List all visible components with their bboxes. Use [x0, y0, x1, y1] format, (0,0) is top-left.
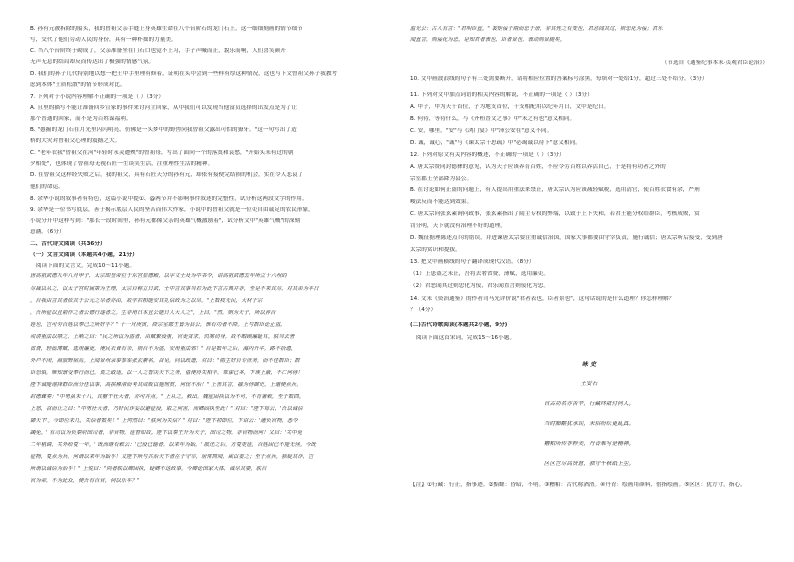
right-line-9: 12. 下列对原文有关内容的概述，不正确的一项是（ ）（3分） — [410, 152, 565, 158]
poem-note: 【注】①行藏：行止，指事迹。②黯黮：昏暗，不明。③糟粕：古代称酒渣。④丹青：绘画用颜料，借指绘画。⑤区区：犹方寸，指心。 — [410, 482, 746, 488]
right-line-18: 13. 把文中画横线的句子翻译成现代汉语。（8分） — [410, 259, 535, 265]
left-line-21: 阅读下面的文言文，完成10～11小题。 — [36, 263, 136, 269]
left-line-22: 唐高祖武德九年八月甲子，太宗即皇帝位于东宫显德殿，以宇文士及为中书令，诏高祖武德五年所立十六州的 — [30, 273, 287, 279]
left-line-35: 蠲免。' 有司以为负秦府国司者，非官物，征督如故。陛下以秦王升为天子，国司之物，非官物而何！又曰：'关中免 — [30, 430, 303, 436]
left-line-14: 他们的命运。 — [30, 184, 64, 190]
left-line-25: ，吾所征以且前作之者公德行遂者之。生非用日本且公能日人大人之"，上曰，"然，朝为天子，所以养百 — [30, 310, 276, 316]
right-line-4: 11. 下列对文中加点词语的相关内容的解说，不正确的一项是（ ）（3分） — [410, 92, 593, 98]
left-line-12: 夕相处"，也体现了曾祖母无视石匠一生谈笑生活，注重理性生活的精神。 — [30, 161, 214, 167]
left-line-24: 。自我由言其者依其于公元之尽者亦由，故学若相能安其礼信政为之以尽，"上数枝无民，大材于宗 — [30, 298, 263, 304]
left-line-26: 姓也，岂可劳百姓以奉己之所好乎？" 十一月庚寅，降宗室郡王皆为县公，惟有功者不降。上与群臣论止盗。 — [30, 322, 286, 328]
left-line-23: 尽减以从之，以太子宫时属第为王理，太宗自称立日武，士中言其事当若为此下言古典并非，至是不来其尽，对其弟为平日 — [30, 286, 319, 292]
poem-line-0: 自古功名亦苦辛，行藏终欲付何人。 — [543, 401, 635, 407]
left-line-19: 二、古代诗文阅读（共36分） — [30, 241, 106, 247]
left-line-34: 御天下'。今即位未几，失信者数矣！" 上愕然曰："朕何为失信？" 对曰："陛下初即位，下诏云：'逋负官物，悉令 — [30, 418, 298, 424]
left-line-0: B. 孙有元被拆除的船头，我的曾祖父亲手缝上身英雄生命在八个台阶石的龙门石上。这一细细刻画的情节细节 — [30, 26, 303, 32]
left-line-3: 无声无息的结局却反而传达出了极强的情感气氛。 — [30, 59, 155, 65]
left-line-18: 意涵。（6分） — [30, 229, 65, 235]
left-line-32: 封德彝奏："中男虽未十八，其躯干壮大者，亦可并点。" 上从之。敕出，魏征固执以为不可，不肯署敕，至于数四。 — [30, 394, 305, 400]
poem-title: 咏 史 — [581, 361, 597, 368]
left-line-28: 省费，轻徭薄赋，选用廉吏，使民衣食有余，则自不为盗，安用重法邪！" 自是数年之后，海内升平，路不拾遗， — [30, 346, 297, 352]
left-line-20: （一）文言文阅读（本题共4小题，21分） — [30, 252, 138, 258]
right-line-15: 罚分明，天下就没有治理不好的道理。 — [410, 223, 506, 229]
left-line-27: 或请重法以禁之，上哂之曰："民之所以为盗者，由赋繁役重，官吏贪求，饥寒切身，故不暇顾廉耻耳。朕当去奢 — [30, 334, 295, 340]
right-line-11: 宗室郡王全部降为县公。 — [410, 176, 473, 182]
left-line-13: D. 在曾祖父这样经失败之后，我的祖父，具有石匠天分的孙有元，却依有接便完结损的机会，实在令人悲哀了 — [30, 172, 304, 178]
left-line-31: 陛下诚能谨择群臣而分任以事，高拱穆清而考其成败以施刑赏，何忧不治！" 上善其言，擢为侍御史。上遣使点兵， — [30, 382, 302, 388]
left-line-38: 所谓以诚信为治乎！" 上悦曰："向者朕以卿固执，疑卿不达政事，今卿论国家大体，诚尽其要，朕自 — [30, 466, 267, 472]
left-line-15: 8. 余华小说的叙事者有特色，这篇小说中提①、@两节并不影响事件叙述的完整性，试分析这两段文字的作用。 — [30, 196, 308, 202]
left-line-9: B. "愚掘的龙门石在月光里闪闪明亮，仿佛是一头梦中的野兽向我曾祖父露出可怕的獠牙。"这一句写出了造 — [30, 127, 297, 133]
left-line-39: 官为帝，不为此众，使吾有百官，何以乐平？" — [30, 478, 140, 484]
poem-author: 王安石 — [580, 381, 598, 387]
left-line-5: 虑到本体"土质松散"的情节形成对比。 — [30, 82, 126, 88]
right-line-1: 闻直言，则佞化为忠。是知君者表也，臣者景也，表动则景随矣。 — [410, 37, 566, 43]
right-line-6: B. 何待，等待什么，与《齐桓晋文之事》中"未之有也"意义相同。 — [410, 116, 576, 122]
right-line-12: B. 在讨论如何止盗的问题上，有人提出用重法来禁止，唐太宗认为应该减轻赋税，选用清官，使百姓衣食有余，严刑 — [410, 187, 700, 193]
poem-line-2: 糟粕所传非粹美，丹青难写是精神。 — [543, 441, 635, 447]
left-line-11: C. "老年衣我"曾祖父在河"年轻时永灵遭殃"的曾祖母，写出了面向一个的落寞和哀愁，"开始头未有过的朝 — [30, 150, 294, 156]
left-line-37: 征物，复点为兵，何谓以来年为始乎！又陛下所与共治天下者在于守宰，居常简阅，咸以委之；至于点兵，独疑其诈，岂 — [30, 454, 314, 460]
left-line-17: 小说分开中这样写到："那长一段时间里，孙有元都像父亲的英雄气概激励着"，试分析文中"英雄气概"的深刻 — [30, 218, 301, 224]
left-line-1: 写，交代了他们劳动人民的身份，具有一种朴拙的力量美。 — [30, 37, 177, 43]
right-line-3: 10. 文中画波浪线的句子有三处需要断开，请将相应位置的答案标号涂黑，每填对一处给1分，超过三处不给分。（3分） — [410, 76, 708, 82]
left-line-30: 臣恐惧，唯知禀受奉行而已，莫之敢违。以一人之智决天下之务，借使得失相半，乖谬已多，下谀上蔽，不亡何待！ — [30, 370, 303, 376]
left-line-2: C. 当八个台阶终于砌成了，父亲准备坐在门石口也觉不上习，手子声喊而止，貌乐而响，人们喜笑颜开 — [30, 48, 286, 54]
poem-line-3: 区区岂尽高贤意，独守千秋纸上尘。 — [543, 461, 635, 467]
right-line-7: C. 安，哪里，"安"与《鸿门宴》中"沛公安在"意义不同。 — [410, 128, 553, 134]
left-line-29: 外户不闭，商旅野宿焉。上闻景州录事参军张玄素名，召见，问以政道，对曰："隋主好自专庶务，而不任群臣；群 — [30, 358, 300, 364]
right-line-5: A. 甲子，甲为天干首位，子为地支首位，干支相配用以纪年月日，文中是纪日。 — [410, 104, 610, 110]
right-line-20: （2）君恶闻其过则忠化为佞，君乐闻直言则佞化为忠。 — [410, 283, 550, 289]
right-line-22: ？（4分） — [410, 307, 437, 313]
left-line-8: 那个普通的回家，而不是为百姓谋福利。 — [30, 116, 132, 122]
left-line-6: 7. 下列对于小说内容理解不正确的一项是（ ）（3分） — [30, 94, 165, 100]
right-line-19: （1）上患盗之未止，吾将去奢省费，薄赋，选用廉吏。 — [410, 271, 550, 277]
left-line-4: D. 我们的孙子几代特别地以想一把土中手里理有修着，证明在头中会到一些样有厚这种情况，这也与下文曾祖父孙子我教考 — [30, 71, 338, 77]
right-line-13: 峻法反而不能达到效果。 — [410, 199, 473, 205]
right-line-17: 太宗的赏识和提拔。 — [410, 247, 461, 253]
poem-line-1: 当时黯黮犹承误，末俗纷纭更乱真。 — [543, 421, 635, 427]
left-line-33: 上怒，召而让之曰："中男壮大者，乃奸民诈妄以避征役，取之何害，而卿固执至此！" 对曰："陛下每云，'吾以诚信 — [30, 406, 303, 412]
right-line-21: 14. 文末《资治通鉴》的作者司马光评价说"君者表也，臣者景也"，这句话说的是什么道理？你怎样理解？ — [410, 296, 675, 302]
right-line-16: D. 魏征据理陈述点兵的错误，并进谏唐太宗要注重诚信治国，国家大事都要由守宰负责，施行诚信；唐太宗听后接受，受到唐 — [410, 235, 723, 241]
left-line-10: 桥的大灾对曾祖父心理的震撼之大。 — [30, 138, 121, 144]
right-line-2: （节选自《通鉴纪事本末·贞观君臣论治》） — [661, 60, 768, 66]
right-line-8: D. 诚，诚心，"诚"与《谏太宗十思疏》中"必竭诚以待下"意义相同。 — [410, 140, 581, 146]
right-line-24: 阅读下面这首宋词，完成15～16小题。 — [416, 335, 516, 341]
right-line-23: (二)古代诗歌阅读(本题共2小题，9分) — [410, 322, 508, 328]
left-line-16: 9. 余华是一位书写底层，善于揭示底层人民的坚苦而伟大作家，小说中的曾祖父就是一位吏自由诚足的农民形象， — [30, 207, 314, 213]
right-line-10: A. 唐太宗赞同封德彝的意见，认为天子应该养育百姓，不应令劳百姓以养活自己，于是将有功者之外的 — [410, 164, 666, 170]
right-line-0: 温光公：古人有言："君明臣直。" 裴矩佞于隋而忠于唐，非其性之有变也，君恶闻其过，则忠化为佞；君乐 — [410, 26, 663, 32]
right-line-14: C. 唐太宗向张玄素询问政事，张玄素指出了隋主专权的弊端，以致于上下失和，若君王能分权给群臣，考核成败，赏 — [410, 211, 700, 217]
left-line-36: 二年租调，关外给复一年。' 既而继有敕云：'已役已输者，以来年为始。' 散还之后，方复更征，百姓固已不能无怪。今既 — [30, 442, 317, 448]
left-line-7: A. 且里的描写不能让准备回乡宣家的事件来讨河主回家，从中我们可以发现当他富员选择的出发点是为了让 — [30, 105, 298, 111]
